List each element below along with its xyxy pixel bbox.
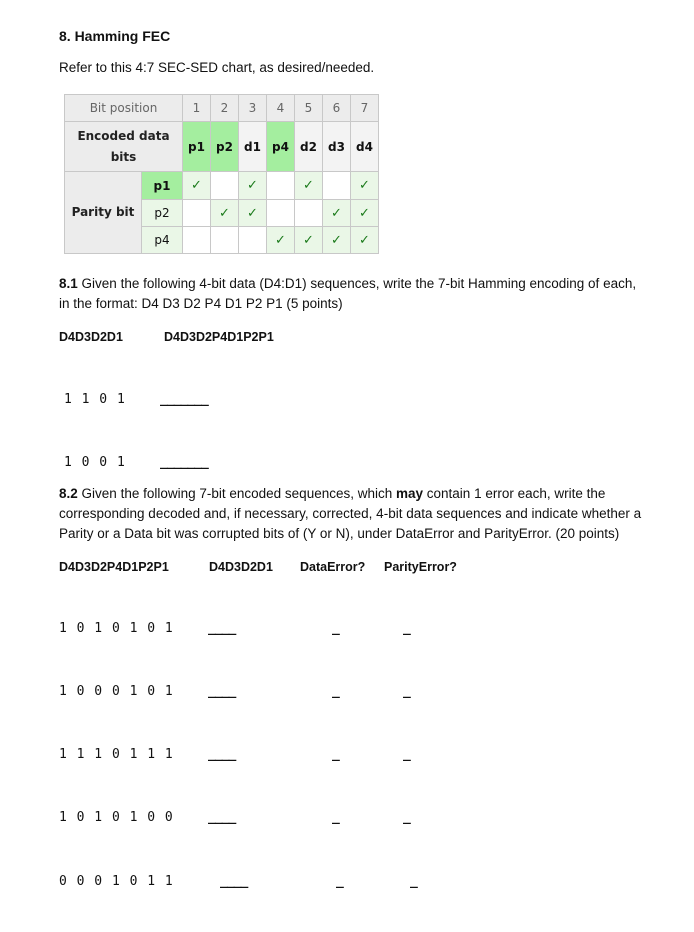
row-p4-cell-2 [211,227,239,254]
pos-3: 3 [239,95,267,122]
q82-row-4-decoded-blank[interactable]: ____ [208,810,236,825]
q82-row-4-data-error-blank[interactable]: _ [332,810,339,825]
hamming-chart [64,94,379,254]
q82-row-5-parity-error-blank[interactable]: _ [410,874,417,889]
question-8-2-emphasis: may [396,486,424,501]
row-p4-cell-4: ✓ [267,227,295,254]
intro-text: Refer to this 4:7 SEC-SED chart, as desired/needed. [59,60,375,75]
enc-p2: p2 [211,122,239,172]
pos-7: 7 [351,95,379,122]
q82-row-4-code: 1 0 1 0 1 0 0 [59,810,174,825]
q81-col-encoded: D4D3D2P4D1P2P1 [164,330,274,344]
q81-col-data: D4D3D2D1 [59,330,123,344]
enc-d1: d1 [239,122,267,172]
row-p4-cell-5: ✓ [295,227,323,254]
q82-row-3-data-error-blank[interactable]: _ [332,747,339,762]
pos-4: 4 [267,95,295,122]
question-8-1-number: 8.1 [59,276,78,291]
row-p2-cell-3: ✓ [239,200,267,227]
q82-row-2-decoded-blank[interactable]: ____ [208,684,236,699]
q82-row-5-decoded-blank[interactable]: ____ [220,874,248,889]
row-p2-label: p2 [142,200,183,227]
q82-col-parity-error: ParityError? [384,560,457,574]
row-p2-cell-6: ✓ [323,200,351,227]
row-p1-label: p1 [142,172,183,200]
question-8-1-text: Given the following 4-bit data (D4:D1) sequences, write the 7-bit Hamming encoding of each, in the format: D4 D3 D2 P4 D1 P2 P1 (5 points) [59,276,637,311]
question-8-2-number: 8.2 [59,486,78,501]
question-8-2-text-a: Given the following 7-bit encoded sequences, which [81,486,396,501]
q82-row-1-data-error-blank[interactable]: _ [332,621,339,636]
row-p4-label: p4 [142,227,183,254]
q82-row-2-code: 1 0 0 0 1 0 1 [59,684,174,699]
enc-d2: d2 [295,122,323,172]
q82-row-3-decoded-blank[interactable]: ____ [208,747,236,762]
question-8-2 [59,484,663,544]
q81-row-1-data: 1 1 0 1 [64,392,126,407]
row-p1-cell-6 [323,172,351,200]
row-p2-cell-4 [267,200,295,227]
enc-d3: d3 [323,122,351,172]
q81-row-1-blank[interactable]: _______ [160,392,208,407]
row-p4-cell-1 [183,227,211,254]
q82-row-2-parity-error-blank[interactable]: _ [403,684,410,699]
row-p4-cell-3 [239,227,267,254]
q82-col-encoded: D4D3D2P4D1P2P1 [59,560,169,574]
row-p2-cell-2: ✓ [211,200,239,227]
row-p1-cell-2 [211,172,239,200]
q81-row-2-blank[interactable]: _______ [160,455,208,470]
pos-5: 5 [295,95,323,122]
enc-p1: p1 [183,122,211,172]
pos-1: 1 [183,95,211,122]
q82-row-1-parity-error-blank[interactable]: _ [403,621,410,636]
row-p2-cell-1 [183,200,211,227]
pos-6: 6 [323,95,351,122]
row-p1-cell-4 [267,172,295,200]
pos-2: 2 [211,95,239,122]
q81-row-2-data: 1 0 0 1 [64,455,126,470]
q82-col-data-error: DataError? [300,560,366,574]
q82-row-2-data-error-blank[interactable]: _ [332,684,339,699]
question-8-2-text-b: contain 1 error each, write the corresponding decoded and, if necessary, corrected, 4-bit data sequences and indicate whether a Parity or a Data bit was corrupted bits of (Y or N), under DataError and ParityError. (20 points) [59,486,642,541]
parity-bit-label: Parity bit [65,172,142,254]
row-p1-cell-7: ✓ [351,172,379,200]
row-p4-cell-6: ✓ [323,227,351,254]
row-p2-cell-5 [295,200,323,227]
section-heading: 8. Hamming FEC [59,28,171,44]
q82-row-1-code: 1 0 1 0 1 0 1 [59,621,174,636]
bit-position-label: Bit position [65,95,183,122]
q82-row-5-data-error-blank[interactable]: _ [336,874,343,889]
q82-row-4-parity-error-blank[interactable]: _ [403,810,410,825]
q82-row-5-code: 0 0 0 1 0 1 1 [59,874,174,889]
row-p1-cell-5: ✓ [295,172,323,200]
row-p1-cell-3: ✓ [239,172,267,200]
row-p1-cell-1: ✓ [183,172,211,200]
q82-row-3-parity-error-blank[interactable]: _ [403,747,410,762]
row-p2-cell-7: ✓ [351,200,379,227]
question-8-1 [59,274,649,314]
q82-row-3-code: 1 1 1 0 1 1 1 [59,747,174,762]
row-p4-cell-7: ✓ [351,227,379,254]
enc-d4: d4 [351,122,379,172]
encoded-data-label: Encoded data bits [65,122,183,172]
q82-col-decoded: D4D3D2D1 [209,560,273,574]
q82-row-1-decoded-blank[interactable]: ____ [208,621,236,636]
enc-p4: p4 [267,122,295,172]
